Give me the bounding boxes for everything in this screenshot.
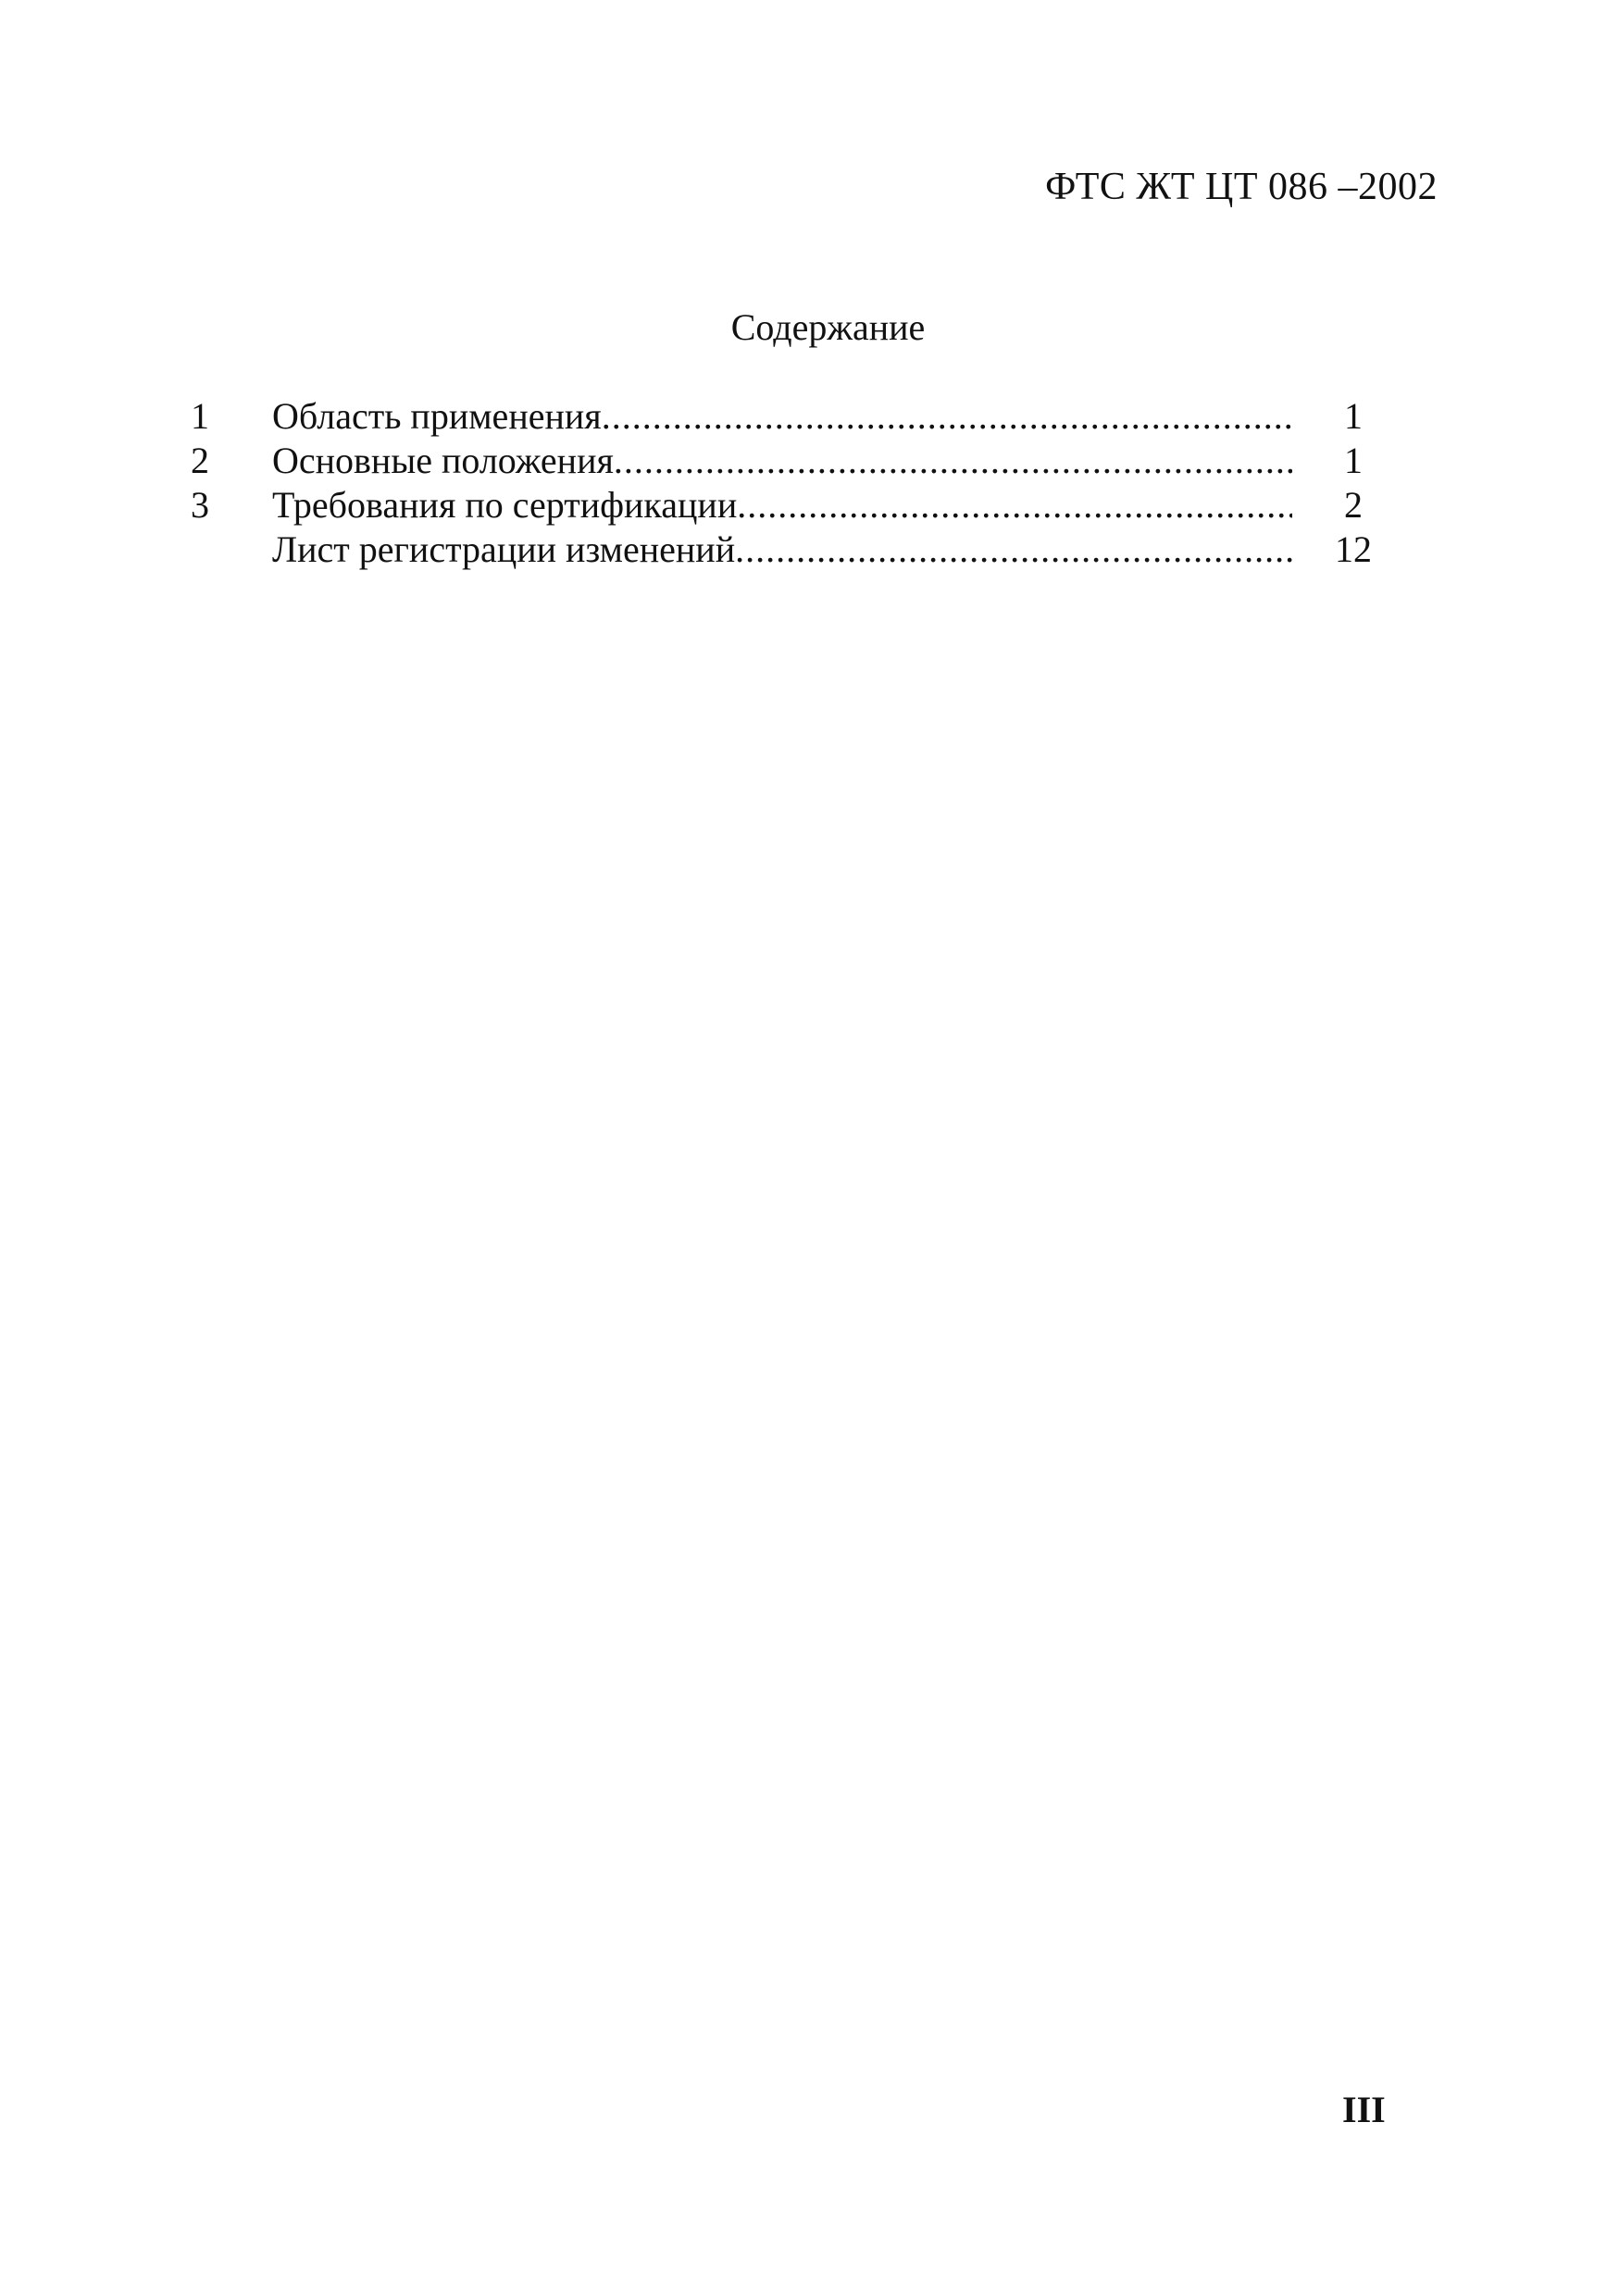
- toc-item-page: 2: [1344, 484, 1363, 526]
- toc-item-page: 12: [1335, 528, 1372, 570]
- toc-item-page: 1: [1344, 440, 1363, 481]
- toc-row[interactable]: [185, 483, 1407, 527]
- toc-leader-dots: [602, 394, 1292, 439]
- toc-row[interactable]: [185, 439, 1407, 483]
- toc-leader-dots: [614, 439, 1292, 483]
- toc-entry: [272, 527, 1301, 572]
- document-code: ФТС ЖТ ЦТ 086 –2002: [1045, 166, 1438, 208]
- toc-item-number: 3: [191, 484, 209, 526]
- toc-item-label: Лист регистрации изменений: [272, 528, 736, 570]
- toc-row[interactable]: [185, 527, 1407, 572]
- toc-entry: [272, 394, 1301, 439]
- toc-item-label: Область применения: [272, 395, 602, 437]
- toc-leader-dots: [735, 527, 1292, 572]
- toc-item-number: 2: [191, 440, 209, 481]
- toc-item-label: Требования по сертификации: [272, 484, 738, 526]
- toc-row[interactable]: [185, 394, 1407, 439]
- table-of-contents: [185, 394, 1407, 572]
- toc-entry: [272, 439, 1301, 483]
- toc-item-page: 1: [1344, 395, 1363, 437]
- toc-entry: [272, 483, 1301, 527]
- toc-leader-dots: [737, 483, 1292, 527]
- toc-item-label: Основные положения: [272, 440, 614, 481]
- toc-item-number: 1: [191, 395, 209, 437]
- page-number: III: [1342, 2089, 1386, 2130]
- toc-title: Содержание: [730, 306, 926, 348]
